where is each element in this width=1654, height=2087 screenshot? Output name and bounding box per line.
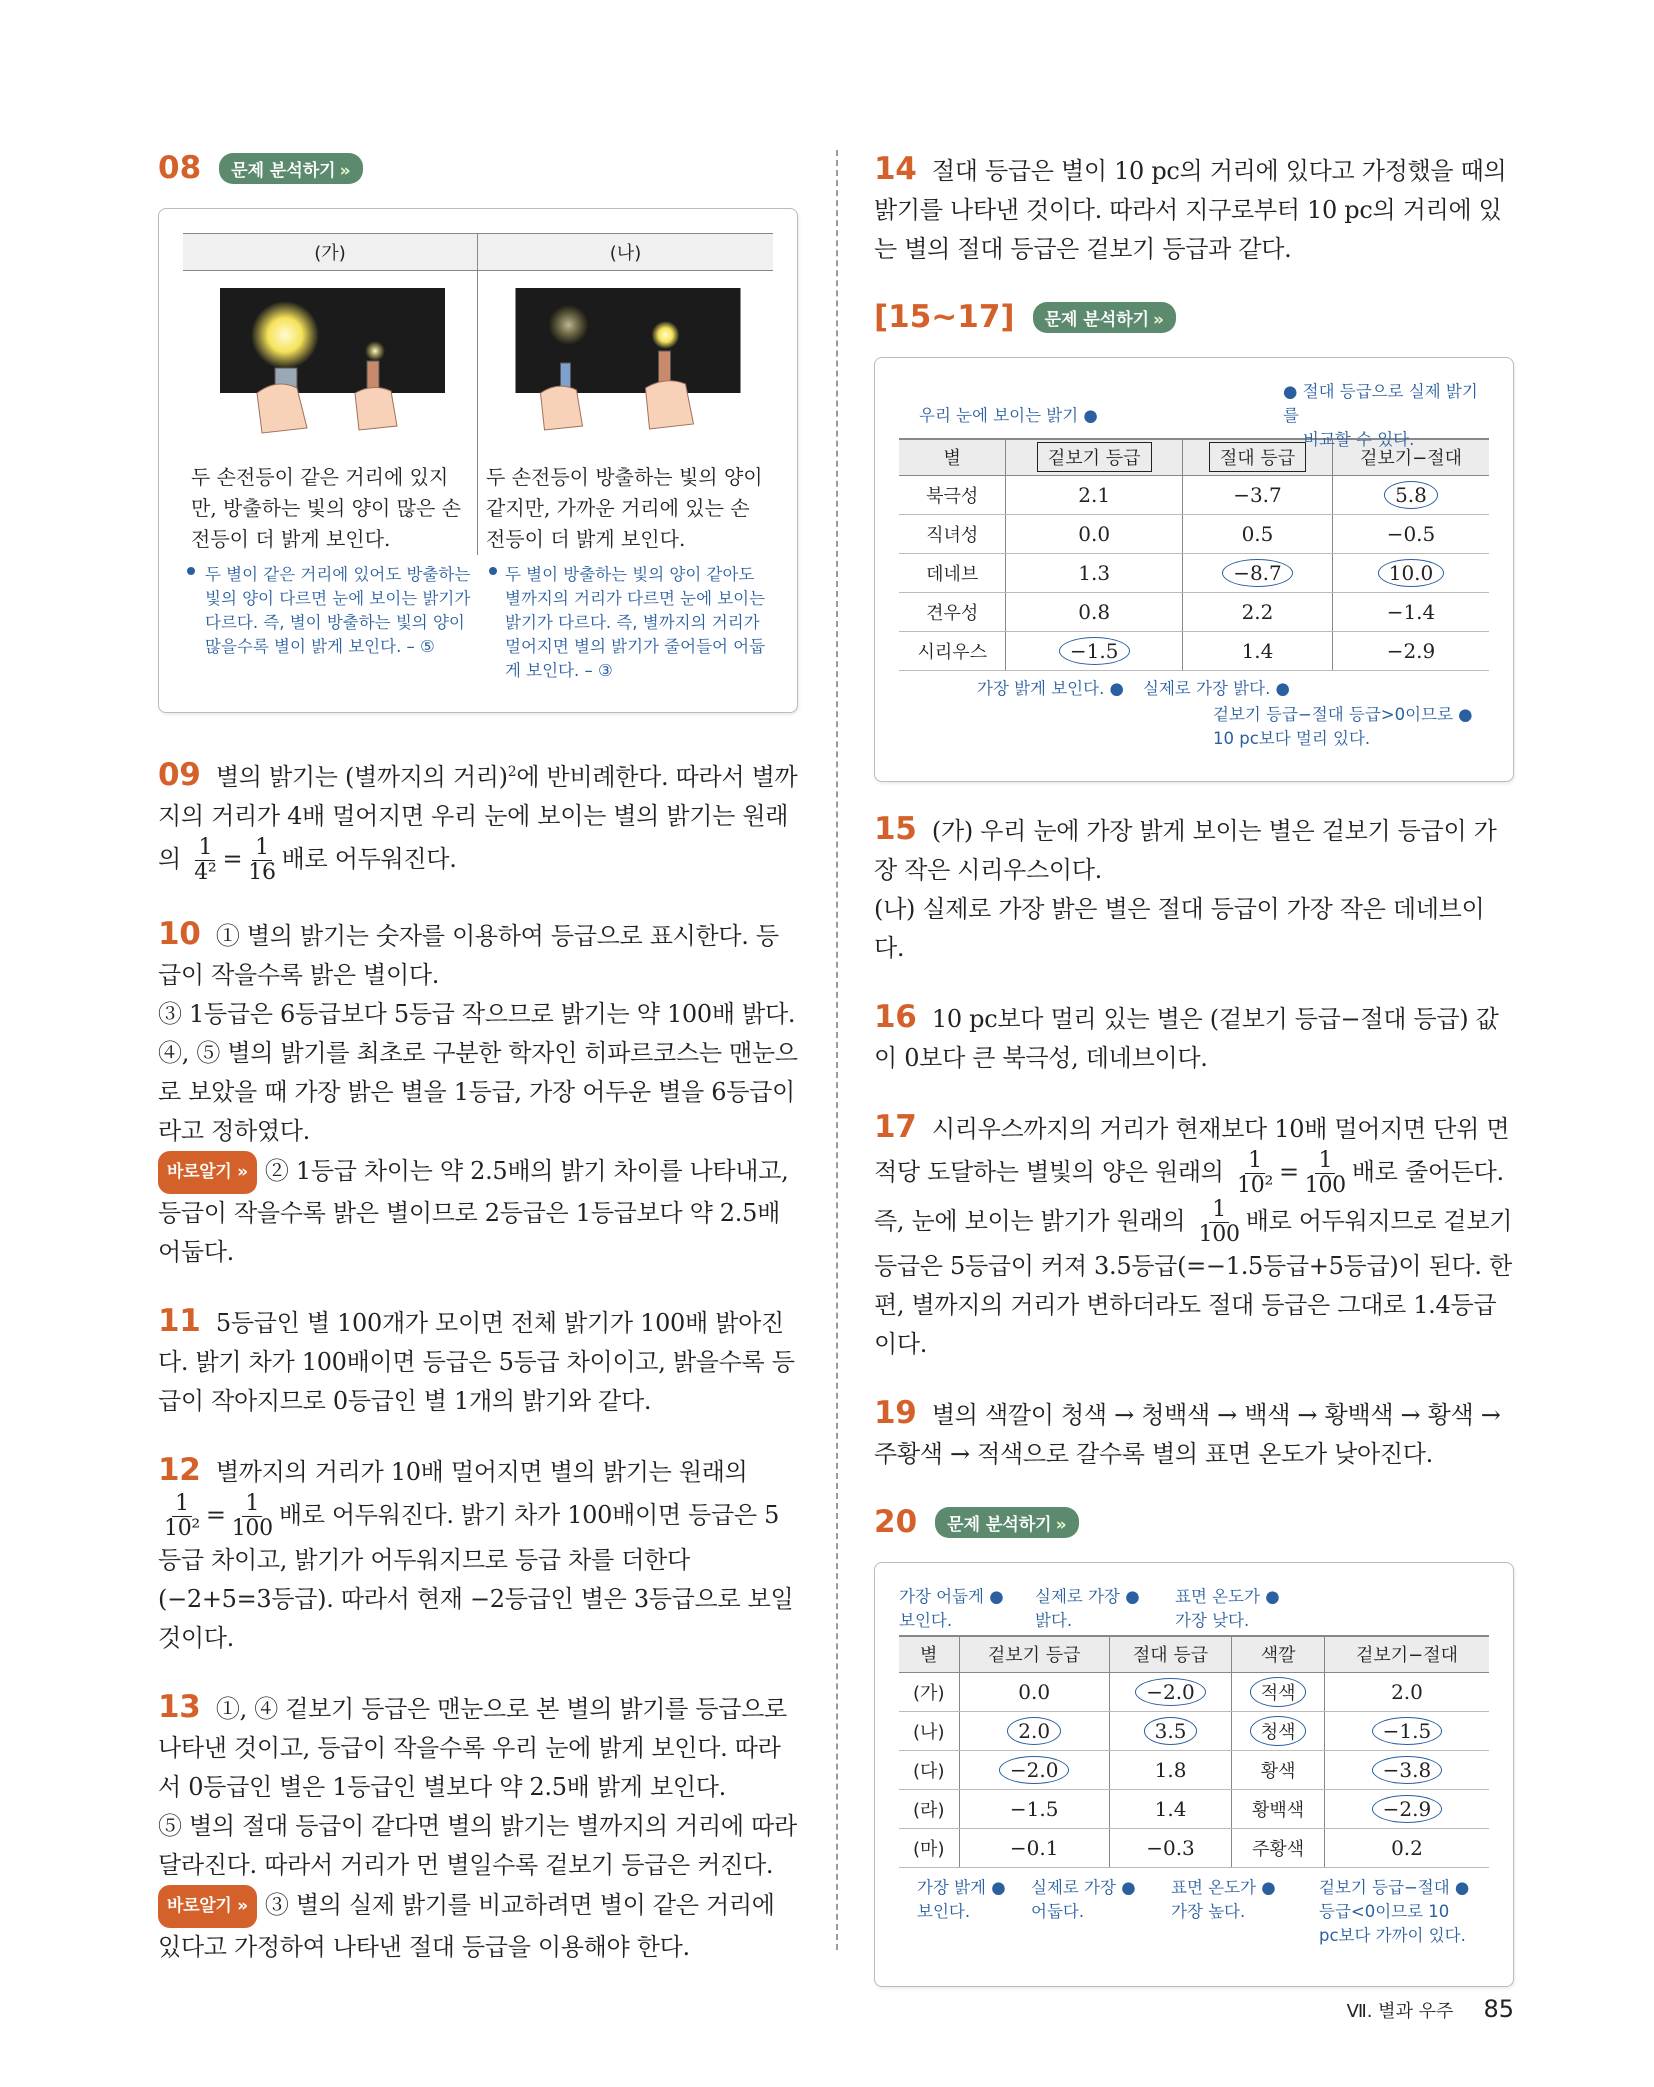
bottom-annotations: [899, 671, 1489, 751]
table-row: 데네브 1.3 −8.7 10.0: [899, 553, 1489, 592]
header-apparent: 겉보기 등급: [1006, 439, 1183, 475]
annotation-coolest: 표면 온도가 ● 가장 낮다.: [1175, 1587, 1280, 1630]
question-number: [15~17]: [874, 299, 1015, 335]
correction-tag: 바로알기 »: [158, 1885, 257, 1928]
question-number: 09: [158, 757, 201, 793]
annotation-hottest: 표면 온도가 ● 가장 높다.: [1171, 1877, 1276, 1921]
header-absolute: 절대 등급: [1182, 439, 1332, 475]
fraction: $\frac{1}{16}$: [248, 835, 276, 885]
q13-answer: 13 ①, ④ 겉보기 등급은 맨눈으로 본 별의 밝기를 등급으로 나타낸 것이고, 등급이 작을수록 우리 눈에 밝게 보인다. 따라서 0등급인 별은 1등급인 별보다 약 2.5배 밝게 보인다. ⑤ 별의 절대 등급이 같다면 별의 밝기는 별까지의 거리에 따라 달라진다. 따라서 거리가 먼 별일수록 겉보기 등급은 커진다. 바로알기 » ③ 별의 실제 밝기를 비교하려면 별이 같은 거리에 있다고 가정하여 나타낸 절대 등급을 이용해야 한다.: [158, 1689, 797, 1961]
description-a: 두 손전등이 같은 거리에 있지만, 방출하는 빛의 양이 많은 손전등이 더 밝게 보인다.: [183, 458, 478, 555]
annotation-b: 두 별이 방출하는 빛의 양이 같아도 별까지의 거리가 다르면 눈에 보이는 밝기가 다르다. 즉, 별까지의 거리가 멀어지면 별의 밝기가 줄어들어 어둡게 보인다. – ③: [487, 563, 773, 683]
table-row: 견우성 0.8 2.2 −1.4: [899, 592, 1489, 631]
question-number: 10: [158, 916, 201, 952]
star-magnitude-table: [899, 438, 1489, 671]
annotation-dimmest-apparent: 가장 어둡게 ● 보인다.: [899, 1587, 1004, 1630]
col-header-b: (나): [478, 234, 773, 271]
top-annotations: [899, 1563, 1489, 1635]
header-star: 별: [899, 439, 1006, 475]
annotation-closer: 겉보기 등급−절대 ● 등급<0이므로 10 pc보다 가까이 있다.: [1319, 1877, 1470, 1945]
table-row: (가) 0.0 −2.0 적색 2.0: [899, 1672, 1489, 1711]
analysis-badge: 문제 분석하기 »: [1033, 302, 1176, 333]
question-number: 19: [874, 1395, 917, 1431]
page-number: 85: [1483, 1995, 1514, 2023]
header-color: 색깔: [1232, 1636, 1325, 1672]
annotation-absolute: ● 절대 등급으로 실제 밝기를 비교할 수 있다.: [1283, 382, 1478, 449]
top-annotations: [899, 358, 1489, 449]
header-absolute: 절대 등급: [1109, 1636, 1231, 1672]
fraction: $\frac{1}{\text{10²}}$: [164, 1491, 200, 1541]
table-row: 시리우스 −1.5 1.4 −2.9: [899, 631, 1489, 670]
q15-answer: 15 (가) 우리 눈에 가장 밝게 보이는 별은 겉보기 등급이 가장 작은 시리우스이다. (나) 실제로 가장 밝은 별은 절대 등급이 가장 작은 데네브이다.: [874, 811, 1497, 962]
analysis-badge: 문제 분석하기 »: [219, 153, 362, 184]
annotation-brightest-apparent: 가장 밝게 ● 보인다.: [917, 1877, 1006, 1921]
header-difference: 겉보기−절대: [1332, 439, 1489, 475]
flashlight-scene-a: [183, 271, 478, 458]
question-number: 20: [874, 1504, 918, 1540]
annotation-dimmest-actual: 실제로 가장 ● 어둡다.: [1031, 1877, 1136, 1921]
header-difference: 겉보기−절대: [1324, 1636, 1489, 1672]
analysis-badge: 문제 분석하기 »: [935, 1507, 1078, 1538]
q17-answer: 17 시리우스까지의 거리가 현재보다 10배 멀어지면 단위 면적당 도달하는 별빛의 양은 원래의 $\frac{1}{\text{10²}}$ = $\frac{1}{100}$ 배로 줄어든다. 즉, 눈에 보이는 밝기가 원래의 $\frac{1}{100}$ 배로 어두워지므로 겉보기 등급은 5등급이 커져 3.5등급(=−1.5등급+5등급)이 된다. 한편, 별까지의 거리가 변하더라도 절대 등급은 그대로 1.4등급이다.: [874, 1109, 1513, 1358]
question-number: 15: [874, 811, 917, 847]
table-row: (다) −2.0 1.8 황색 −3.8: [899, 1750, 1489, 1789]
q08-heading: [158, 150, 798, 186]
question-number: 16: [874, 999, 917, 1035]
annotation-brightest-apparent: 가장 밝게 보인다. ●: [977, 678, 1124, 698]
question-number: 11: [158, 1303, 201, 1339]
question-number: 13: [158, 1689, 201, 1725]
table-row: (라) −1.5 1.4 황백색 −2.9: [899, 1789, 1489, 1828]
star-color-table: [899, 1635, 1489, 1868]
question-number: 17: [874, 1109, 917, 1145]
flashlight-illustration-a: [191, 283, 469, 448]
q1517-heading: [874, 299, 1514, 335]
q20-table-box: [874, 1562, 1514, 1987]
q16-answer: 16 10 pc보다 멀리 있는 별은 (겉보기 등급−절대 등급) 값이 0보다 큰 북극성, 데네브이다.: [874, 999, 1499, 1072]
q09-answer: 09 별의 밝기는 (별까지의 거리)$^2$에 반비례한다. 따라서 별까지의 거리가 4배 멀어지면 우리 눈에 보이는 별의 밝기는 원래의 $\frac{1}{\text{4²}}$ = $\frac{1}{16}$ 배로 어두워진다.: [158, 757, 798, 885]
q12-answer: 12 별까지의 거리가 10배 멀어지면 별의 밝기는 원래의 $\frac{1}{\text{10²}}$ = $\frac{1}{100}$ 배로 어두워진다. 밝기 차가 100배이면 등급은 5등급 차이고, 밝기가 어두워지므로 등급 차를 더한다(−2+5=3등급). 따라서 현재 −2등급인 별은 3등급으로 보일 것이다.: [158, 1452, 794, 1652]
q08-annotations: [183, 563, 773, 683]
fraction: $\frac{1}{100}$: [231, 1491, 273, 1541]
q08-comparison-table: [183, 233, 773, 555]
q11-answer: 11 5등급인 별 100개가 모이면 전체 밝기가 100배 밝아진다. 밝기 차가 100배이면 등급은 5등급 차이이고, 밝을수록 등급이 작아지므로 0등급인 별 1개의 밝기와 같다.: [158, 1303, 795, 1415]
table-row: 직녀성 0.0 0.5 −0.5: [899, 514, 1489, 553]
description-b: 두 손전등이 방출하는 빛의 양이 같지만, 가까운 거리에 있는 손전등이 더 밝게 보인다.: [486, 465, 763, 551]
left-column: [158, 150, 798, 1997]
bottom-annotations: [899, 1868, 1489, 1948]
correction-tag: 바로알기 »: [158, 1151, 257, 1194]
page-footer: [1347, 1995, 1514, 2023]
column-divider: [836, 150, 838, 1950]
q1517-table-box: [874, 357, 1514, 782]
q14-answer: 14 절대 등급은 별이 10 pc의 거리에 있다고 가정했을 때의 밝기를 나타낸 것이다. 따라서 지구로부터 10 pc의 거리에 있는 별의 절대 등급은 겉보기 등급과 같다.: [874, 151, 1507, 263]
fraction: $\frac{1}{100}$: [1198, 1197, 1240, 1247]
q10-answer: 10 ① 별의 밝기는 숫자를 이용하여 등급으로 표시한다. 등급이 작을수록 밝은 별이다. ③ 1등급은 6등급보다 5등급 작으므로 밝기는 약 100배 밝다. ④, ⑤ 별의 밝기를 최초로 구분한 학자인 히파르코스는 맨눈으로 보았을 때 가장 밝은 별을 1등급, 가장 어두운 별을 6등급이라고 정하였다. 바로알기 » ② 1등급 차이는 약 2.5배의 밝기 차이를 나타내고, 등급이 작을수록 밝은 별이므로 2등급은 1등급보다 약 2.5배 어둡다.: [158, 916, 798, 1266]
header-star: 별: [899, 1636, 959, 1672]
table-row: 북극성 2.1 −3.7 5.8: [899, 475, 1489, 514]
annotation-brightest-actual: 실제로 가장 ● 밝다.: [1035, 1587, 1140, 1630]
question-number: 14: [874, 151, 917, 187]
section-title: Ⅶ. 별과 우주: [1346, 2001, 1454, 2022]
question-number: 08: [158, 150, 202, 186]
annotation-distance: 겉보기 등급−절대 등급>0이므로 ● 10 pc보다 멀리 있다.: [1213, 704, 1473, 748]
annotation-brightest-actual: 실제로 가장 밝다. ●: [1143, 678, 1290, 698]
q19-answer: 19 별의 색깔이 청색 → 청백색 → 백색 → 황백색 → 황색 → 주황색 → 적색으로 갈수록 별의 표면 온도가 낮아진다.: [874, 1395, 1501, 1468]
header-apparent: 겉보기 등급: [959, 1636, 1109, 1672]
table-row: (나) 2.0 3.5 청색 −1.5: [899, 1711, 1489, 1750]
annotation-apparent: 우리 눈에 보이는 밝기 ●: [919, 406, 1098, 425]
fraction: $\frac{1}{\text{10²}}$: [1237, 1148, 1273, 1198]
right-column: [874, 150, 1514, 1987]
annotation-a: 두 별이 같은 거리에 있어도 방출하는 빛의 양이 다르면 눈에 보이는 밝기가 다르다. 즉, 별이 방출하는 빛의 양이 많을수록 별이 밝게 보인다. – ⑤: [183, 563, 473, 683]
col-header-a: (가): [183, 234, 478, 271]
flashlight-illustration-b: [486, 283, 765, 448]
fraction: $\frac{1}{\text{4²}}$: [194, 835, 217, 885]
q08-figure-box: [158, 208, 798, 713]
table-row: (마) −0.1 −0.3 주황색 0.2: [899, 1828, 1489, 1867]
question-number: 12: [158, 1452, 201, 1488]
q20-heading: [874, 1504, 1514, 1540]
fraction: $\frac{1}{100}$: [1304, 1148, 1346, 1198]
flashlight-scene-b: [478, 271, 773, 458]
